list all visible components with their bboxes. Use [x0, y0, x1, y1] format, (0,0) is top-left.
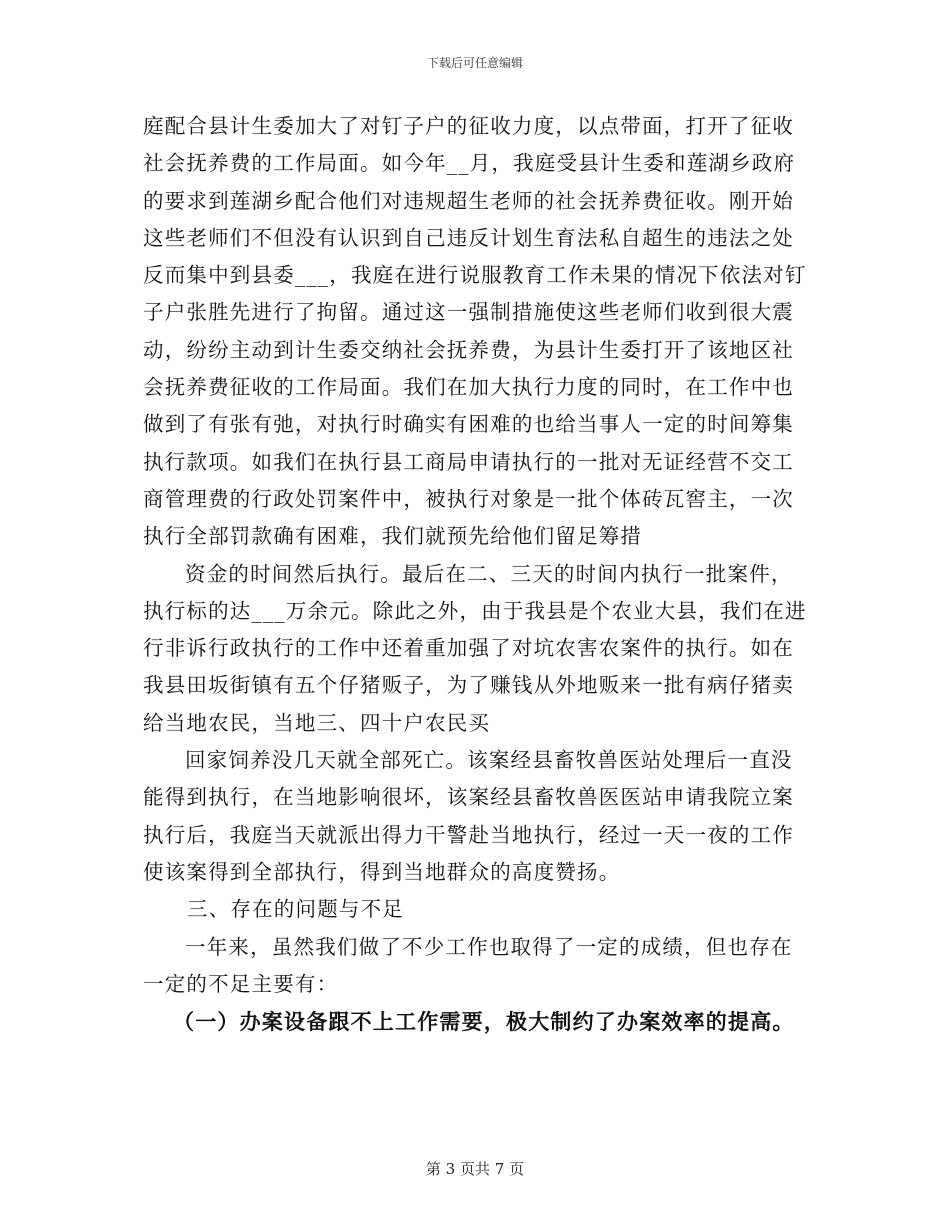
- paragraph-line: 商管理费的行政处罚案件中，被执行对象是一批个体砖瓦窖主，一次: [143, 486, 794, 511]
- paragraph-line: 执行款项。如我们在执行县工商局申请执行的一批对无证经营不交工: [143, 449, 794, 474]
- paragraph-line: 能得到执行，在当地影响很坏，该案经县畜牧兽医医站申请我院立案: [143, 785, 794, 810]
- paragraph-line: 的要求到莲湖乡配合他们对违规超生老师的社会抚养费征收。刚开始: [143, 188, 794, 213]
- paragraph-line: 反而集中到县委___，我庭在进行说服教育工作未果的情况下依法对钉: [143, 263, 807, 288]
- paragraph-line: 一年来，虽然我们做了不少工作也取得了一定的成绩，但也存在: [185, 934, 793, 959]
- paragraph-line: 执行后，我庭当天就派出得力干警赴当地执行，经过一天一夜的工作: [143, 822, 794, 847]
- paragraph-line: 社会抚养费的工作局面。如今年__月，我庭受县计生委和莲湖乡政府: [143, 151, 796, 176]
- page-number: 第 3 页共 7 页: [425, 1160, 525, 1178]
- page-header: 下载后可任意编辑: [426, 56, 523, 70]
- paragraph-line: 我县田坂街镇有五个仔猪贩子，为了赚钱从外地贩来一批有病仔猪卖: [143, 673, 794, 698]
- document-body: [143, 108, 813, 1040]
- paragraph-line: 回家饲养没几天就全部死亡。该案经县畜牧兽医站处理后一直没: [185, 748, 793, 773]
- paragraph-line: 做到了有张有弛，对执行时确实有困难的也给当事人一定的时间筹集: [143, 412, 794, 437]
- section-heading: 三、存在的问题与不足: [187, 897, 404, 922]
- paragraph-line: 动，纷纷主动到计生委交纳社会抚养费，为县计生委打开了该地区社: [143, 337, 794, 362]
- paragraph-line: 子户张胜先进行了拘留。通过这一强制措施使这些老师们收到很大震: [143, 300, 794, 325]
- paragraph-line: 执行全部罚款确有困难，我们就预先给他们留足筹措: [143, 524, 643, 549]
- subsection-heading: （一）办案设备跟不上工作需要，极大制约了办案效率的提高。: [173, 1009, 795, 1035]
- paragraph-line: 使该案得到全部执行，得到当地群众的高度赞扬。: [143, 859, 621, 884]
- paragraph-line: 会抚养费征收的工作局面。我们在加大执行力度的同时，在工作中也: [143, 375, 794, 400]
- paragraph-line: 执行标的达___万余元。除此之外，由于我县是个农业大县，我们在进: [143, 598, 807, 623]
- paragraph-line: 庭配合县计生委加大了对钉子户的征收力度，以点带面，打开了征收: [143, 114, 794, 138]
- paragraph-line: 资金的时间然后执行。最后在二、三天的时间内执行一批案件，: [185, 561, 793, 586]
- paragraph-line: 这些老师们不但没有认识到自己违反计划生育法私自超生的违法之处: [143, 225, 794, 250]
- paragraph-line: 给当地农民，当地三、四十户农民买: [143, 710, 491, 735]
- paragraph-line: 行非诉行政执行的工作中还着重加强了对坑农害农案件的执行。如在: [143, 636, 794, 661]
- paragraph-line: 一定的不足主要有：: [143, 971, 339, 996]
